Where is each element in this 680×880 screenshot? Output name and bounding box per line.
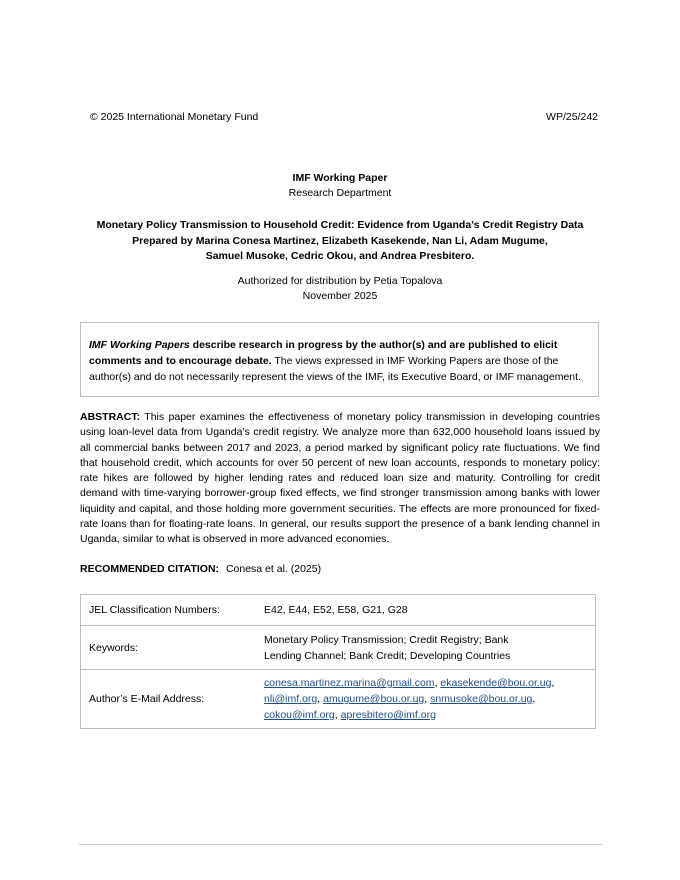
metadata-table [80, 594, 596, 729]
paper-title: Monetary Policy Transmission to Household Credit: Evidence from Uganda’s Credit Registry Data [96, 219, 584, 231]
authors-line-2: Samuel Musoke, Cedric Okou, and Andrea Presbitero. [205, 250, 475, 262]
email-link-li[interactable]: nli@imf.org [264, 693, 318, 705]
email-line-1: conesa.martinez.marina@gmail.com, ekasekende@bou.or.ug, [264, 677, 555, 689]
jel-label: JEL Classification Numbers: [81, 595, 257, 626]
keywords-value [256, 626, 596, 670]
footer-divider [79, 844, 602, 845]
authors-line-1: Prepared by Marina Conesa Martinez, Elizabeth Kasekende, Nan Li, Adam Mugume, [132, 234, 548, 247]
disclaimer-body-text: The views expressed in IMF Working Papers are those of the author(s) and do not necessarily represent the views of the IMF, its Executive Board, or IMF management. [89, 355, 581, 383]
citation-value: Conesa et al. (2025) [225, 563, 322, 575]
email-list [256, 670, 596, 729]
table-row [81, 670, 596, 729]
email-link-presbitero[interactable]: apresbitero@imf.org [340, 709, 436, 721]
email-link-conesa[interactable]: conesa.martinez.marina@gmail.com [264, 677, 435, 689]
email-link-musoke[interactable]: snmusoke@bou.or.ug [430, 693, 533, 705]
abstract-label: ABSTRACT: [80, 411, 141, 423]
abstract [80, 410, 600, 548]
recommended-citation [80, 563, 321, 575]
disclaimer-bold-text: describe research in progress by the author(s) and are published to elicit comments and to encourage debate. [89, 339, 558, 367]
keywords-line-1: Monetary Policy Transmission; Credit Registry; Bank [264, 633, 509, 646]
series-title: IMF Working Paper [292, 172, 388, 184]
table-row [81, 626, 596, 670]
email-line-2: nli@imf.org, amugume@bou.or.ug, snmusoke@bou.or.ug, [264, 693, 536, 705]
jel-value: E42, E44, E52, E58, G21, G28 [256, 595, 596, 626]
keywords-line-2: Lending Channel; Bank Credit; Developing Countries [264, 649, 511, 662]
table-row [81, 595, 596, 626]
paper-number: WP/25/242 [546, 111, 598, 123]
copyright-notice: © 2025 International Monetary Fund [90, 111, 259, 123]
citation-label: RECOMMENDED CITATION: [80, 563, 220, 575]
keywords-label: Keywords: [81, 626, 257, 670]
department: Research Department [288, 187, 392, 199]
publication-date: November 2025 [302, 290, 378, 302]
paper-title-block [0, 218, 680, 265]
disclaimer-series-name: IMF Working Papers [89, 339, 190, 351]
abstract-text: This paper examines the effectiveness of monetary policy transmission in developing countries using loan-level data from Uganda’s credit registry. We analyze more than 632,000 household loans issued by all commercial banks between 2017 and 2023, a period marked by significant policy rate fluctuations. We find that household credit, which accounts for over 50 percent of new loan accounts, responds to monetary policy: rate hikes are followed by higher lending rates and reduced loan size and maturity. Controlling for credit demand with time-varying borrower-group fixed effects, we find stronger transmission among banks with lower liquidity and capital, and those holding more government securities. The effects are more pronounced for fixed-rate loans than for floating-rate loans. In general, our results support the presence of a bank lending channel in Uganda, similar to what is observed in more advanced economies. [80, 411, 600, 546]
email-line-3: cokou@imf.org, apresbitero@imf.org [264, 709, 436, 721]
disclaimer-box [80, 322, 599, 397]
authorized-by: Authorized for distribution by Petia Topalova [237, 275, 443, 287]
email-link-kasekende[interactable]: ekasekende@bou.or.ug [440, 677, 552, 689]
email-link-mugume[interactable]: amugume@bou.or.ug [323, 693, 425, 705]
email-label: Author’s E-Mail Address: [81, 670, 257, 729]
email-link-okou[interactable]: cokou@imf.org [264, 709, 335, 721]
